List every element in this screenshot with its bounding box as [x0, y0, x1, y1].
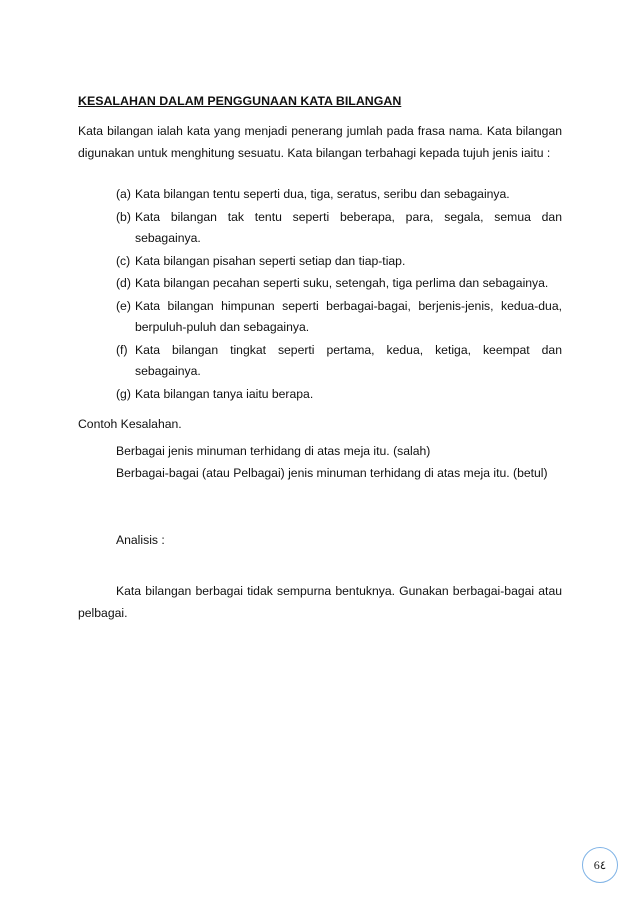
list-marker: (g) [116, 386, 131, 401]
list-marker: (a) [116, 187, 131, 201]
list-marker: (f) [116, 342, 128, 357]
list-item [78, 273, 562, 295]
list-item [78, 251, 562, 273]
list-marker: (d) [116, 276, 131, 290]
document-body [78, 91, 562, 624]
example-correct-sentence: Berbagai-bagai (atau Pelbagai) jenis minuman terhidang di atas meja itu. (betul) [116, 466, 548, 480]
section-heading: KESALAHAN DALAM PENGGUNAAN KATA BILANGAN [78, 94, 402, 108]
list-marker: (b) [116, 209, 131, 224]
intro-paragraph: Kata bilangan ialah kata yang menjadi penerang jumlah pada frasa nama. Kata bilangan digunakan untuk menghitung sesuatu. Kata bilangan terbahagi kepada tujuh jenis iaitu : [78, 124, 562, 160]
list-item-text: Kata bilangan pecahan seperti suku, setengah, tiga perlima dan sebagainya. [135, 276, 549, 290]
list-item [78, 207, 562, 250]
list-item [78, 384, 562, 406]
example-wrong-sentence: Berbagai jenis minuman terhidang di atas meja itu. (salah) [116, 443, 431, 458]
page-number-badge [582, 847, 618, 883]
list-item [78, 296, 562, 339]
list-item-text: Kata bilangan tentu seperti dua, tiga, seratus, seribu dan sebagainya. [135, 187, 510, 201]
list-item-text: Kata bilangan tingkat seperti pertama, kedua, ketiga, keempat dan sebagainya. [135, 342, 562, 378]
list-item [78, 184, 562, 206]
list-item-text: Kata bilangan tanya iaitu berapa. [135, 386, 314, 401]
analysis-label: Analisis : [116, 532, 165, 547]
number-types-list [78, 184, 562, 405]
list-marker: (e) [116, 298, 131, 313]
analysis-paragraph: Kata bilangan berbagai tidak sempurna bentuknya. Gunakan berbagai-bagai atau pelbagai. [78, 584, 562, 620]
page-number: 6٤ [593, 857, 607, 872]
list-item-text: Kata bilangan pisahan seperti setiap dan tiap-tiap. [135, 253, 406, 268]
list-marker: (c) [116, 253, 131, 268]
list-item-text: Kata bilangan tak tentu seperti beberapa, para, segala, semua dan sebagainya. [135, 209, 562, 245]
list-item-text: Kata bilangan himpunan seperti berbagai-bagai, berjenis-jenis, kedua-dua, berpuluh-puluh dan sebagainya. [135, 298, 562, 334]
example-label: Contoh Kesalahan. [78, 417, 182, 431]
list-item [78, 340, 562, 383]
